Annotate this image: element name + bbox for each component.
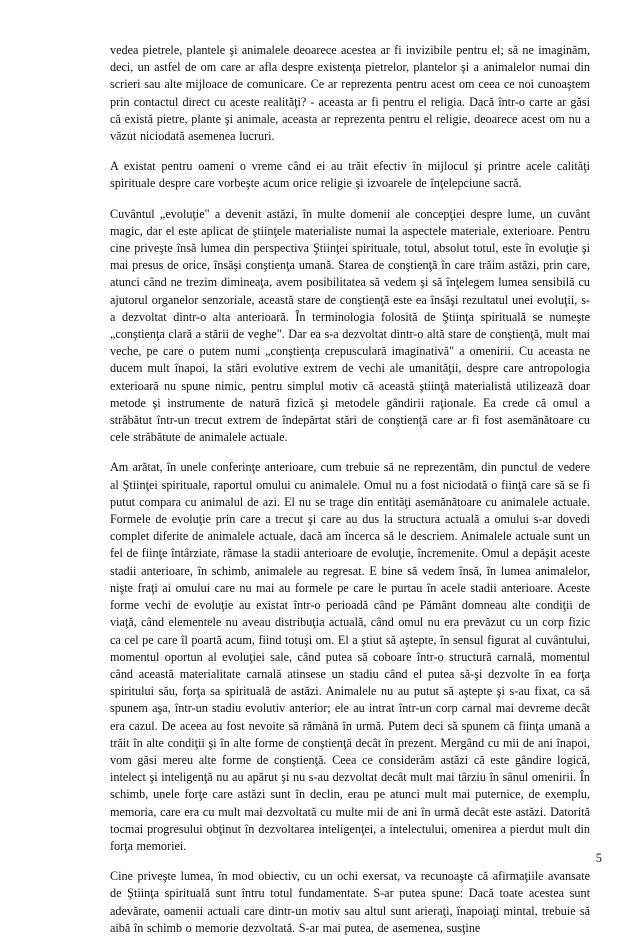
paragraph-3: Cuvântul „evoluţie" a devenit astăzi, în multe domenii ale concepţiei despre lume, un cuvânt magic, dar el este aplicat de ştiinţele materialiste numai la aspectele materiale, exterioare. Pentru cine priveşte însă lumea din perspectiva Ştiinţei spirituale, totul, absolut totul, este în evoluţie şi mai presus de orice, însăşi conştienţa umană. Starea de conştienţă în care trăim astăzi, prin care, atunci când ne trezim dimineaţa, avem posibilitatea să vedem şi să înţelegem lumea sensibilă cu ajutorul organelor senzoriale, această stare de conştienţă este ea însăşi rezultatul unei evoluţii, s-a dezvoltat dintr-o alta anterioară. În terminologia folosită de Ştiinţa spirituală se numeşte „conştienţa clară a stării de veghe". Dar ea s-a dezvoltat dintr-o altă stare de conştienţă, mult mai veche, pe care o putem numi „conştienţa crepusculară imaginativă" a omenirii. Cu aceasta ne ducem mult înapoi, la stări evolutive extrem de vechi ale umanităţii, despre care antropologia exterioară nu spune nimic, pentru simplul motiv că această ştiinţă materialistă utilizează doar metode şi instrumente de natură fizică şi metodele gândirii raţionale. Ea crede că omul a străbătut într-un trecut extrem de îndepărtat stări de conştienţă care ar fi fost asemănătoare cu cele străbătute de animalele actuale. — [110, 206, 590, 445]
page-number: 5 — [595, 851, 602, 865]
paragraph-1: vedea pietrele, plantele şi animalele deoarece acestea ar fi invizibile pentru el; să ne imaginăm, deci, un astfel de om care ar afla despre existenţa pietrelor, plantelor şi a animalelor numai din scrieri sau alte mijloace de comunicare. Ce ar reprezenta pentru acest om ceea ce noi cunoaştem prin contactul direct cu aceste realităţi? - aceasta ar fi pentru el religia. Dacă într-o carte ar găsi că există pietre, plante şi animale, aceasta ar reprezenta pentru el religie, deoarece acest om nu a văzut niciodată asemenea lucruri. — [110, 43, 590, 144]
paragraph-2: A existat pentru oameni o vreme când ei au trăit efectiv în mijlocul şi printre acele calităţi spirituale despre care vorbeşte acum orice religie şi izvoarele de înţelepciune sacră. — [110, 159, 590, 191]
paragraph-5: Cine priveşte lumea, în mod obiectiv, cu un ochi exersat, va recunoaşte că afirmaţiile avansate de Ştiinţa spirituală sunt întru totul fundamentate. S-ar putea spune: Dacă toate acestea sunt adevărate, oamenii actuali care dintr-un motiv sau altul sunt arieraţi, înapoiaţi mintal, trebuie să aibă în schimb o memorie dezvoltată. S-ar mai putea, de asemenea, susţine — [110, 869, 590, 935]
paragraph-4: Am arătat, în unele conferinţe anterioare, cum trebuie să ne reprezentăm, din punctul de vedere al Ştiinţei spirituale, raportul omului cu animalele. Omul nu a fost niciodată o fiinţă care să se fi putut compara cu animalul de azi. El nu se trage din entităţi asemănătoare cu animalele actuale. Formele de evoluţie prin care a trecut şi care au dus la structura actuală a omului s-ar dovedi complet diferite de animalele actuale, dacă am încerca să le descriem. Animalele actuale sunt un fel de fiinţe întârziate, rămase la stadii anterioare de evoluţie, încremenite. Omul a depăşit aceste stadii anterioare, în schimb, animalele au regresat. E bine să vedem însă, în lumea animalelor, nişte fraţi ai omului care nu mai au formele pe care le purtau în acele stadii anterioare. Aceste forme vechi de evoluţie au existat într-o perioadă când pe Pământ domneau alte condiţii de viaţă, când elementele nu aveau distribuţia actuală, când omul nu era prevăzut cu un corp fizic ca cel pe care îl poartă acum, fiind totuşi om. El a ştiut să aştepte, în sensul figurat al cuvântului, momentul oportun al evoluţiei sale, când putea să coboare într-o structură carnală, momentul când această materialitate carnală atinsese un stadiu când el putea să-şi dezvolte în ea forţa spiritului său, forţa sa spirituală de astăzi. Animalele nu au putut să aştepte şi s-au fixat, ca să spunem aşa, într-un stadiu evolutiv anterior; ele au intrat într-un corp carnal mai devreme decât era cazul. De aceea au fost nevoite să rămână în urmă. Putem deci să spunem că fiinţa umană a trăit în alte condiţii şi în alte forme de conştienţă decât în prezent. Mergând cu mii de ani înapoi, vom găsi mereu alte forme de conştienţă. Ceea ce considerăm astăzi că este gândire logică, intelect şi inteligenţă nu au apărut şi nu s-au dezvoltat decât mult mai târziu în sânul omenirii. În schimb, unele forţe care astăzi sunt în declin, erau pe atunci mult mai puternice, de exemplu, memoria, care era cu mult mai dezvoltată cu multe mii de ani în urmă decât este astăzi. Datorită tocmai progresului obţinut în dezvoltarea inteligenţei, a intelectului, omenirea a pierdut mult din forţa memoriei. — [110, 460, 590, 853]
